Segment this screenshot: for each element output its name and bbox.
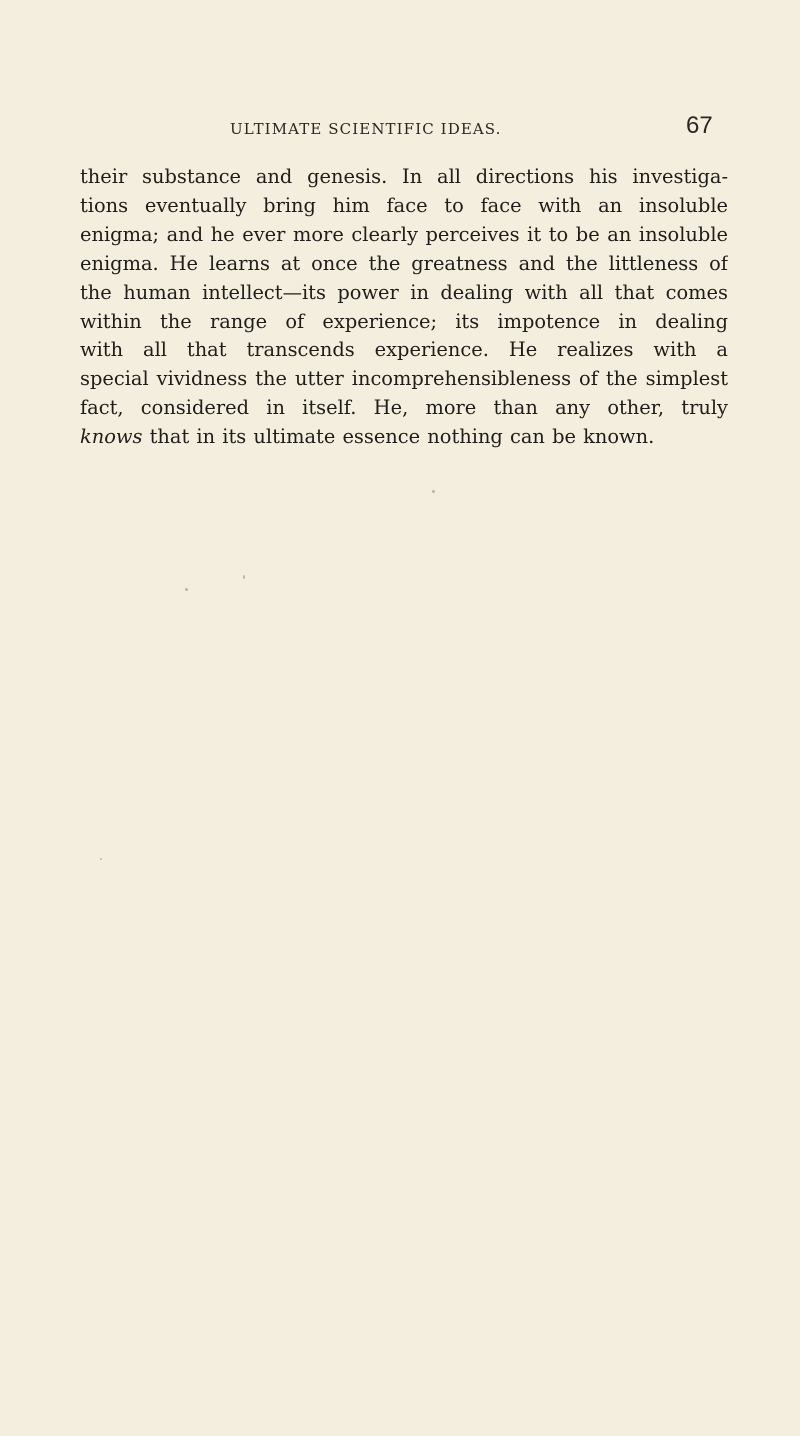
text-line-last — [80, 423, 728, 452]
running-title: ULTIMATE SCIENTIFIC IDEAS. — [230, 120, 502, 138]
emphasized-word: knows — [80, 425, 143, 449]
text-line: their substance and genesis. In all directions his investiga- — [80, 165, 728, 188]
paper-speck — [432, 490, 435, 493]
text-line: with all that transcends experience. He realizes with a — [80, 338, 728, 362]
text-line: within the range of experience; its impotence in dealing — [80, 309, 728, 333]
text-line-remainder: that in its ultimate essence nothing can be known. — [142, 425, 655, 449]
text-line: fact, considered in itself. He, more than any other, truly — [80, 396, 728, 420]
page-number: 67 — [686, 112, 713, 139]
paper-speck — [243, 575, 245, 579]
paper-speck — [100, 858, 102, 860]
text-line: special vividness the utter incomprehensibleness of the simplest — [80, 367, 728, 391]
paper-speck — [185, 588, 188, 591]
body-paragraph — [80, 163, 728, 452]
text-line: enigma; and he ever more clearly perceives it to be an insoluble — [80, 222, 728, 246]
text-line: tions eventually bring him face to face with an insoluble — [80, 193, 728, 217]
text-line: the human intellect—its power in dealing with all that comes — [80, 280, 728, 304]
text-line: enigma. He learns at once the greatness and the littleness of — [80, 251, 728, 275]
running-header — [0, 112, 800, 152]
